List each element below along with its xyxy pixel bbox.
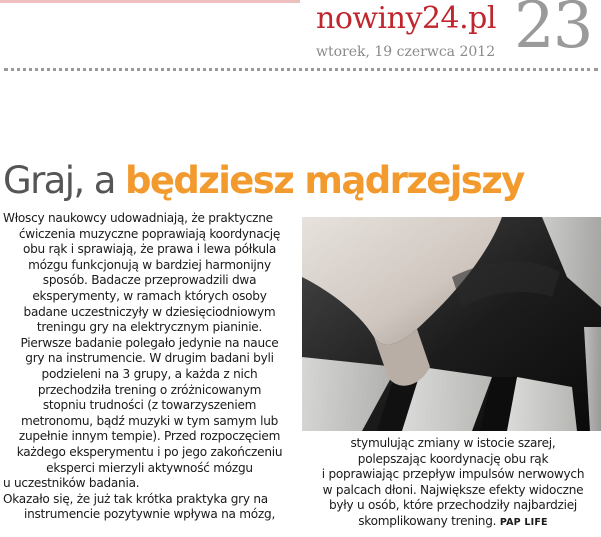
body-line: u uczestników badania. <box>3 476 140 491</box>
body-line: podzieleni na 3 grupy, a każda z nich <box>41 366 258 381</box>
body-line: mózgu funkcjonują w bardziej harmonijny <box>28 257 271 272</box>
body-line: stopniu trudności (z towarzyszeniem <box>42 398 257 413</box>
body-line: treningu gry na elektrycznym pianinie. <box>36 320 263 335</box>
article-body-left-column <box>3 211 296 523</box>
headline-part-2: będziesz mądrzejszy <box>125 159 524 202</box>
article-body-right-column <box>307 436 599 531</box>
body-line: sposób. Badacze przeprowadzili dwa <box>42 273 257 288</box>
body-line: eksperymenty, w ramach których osoby <box>32 288 267 303</box>
piano-keys-finger-illustration <box>302 217 601 431</box>
body-line-text: skomplikowany trening. <box>358 513 500 528</box>
body-line: eksperci mierzyli aktywność mózgu <box>46 460 253 475</box>
article-headline <box>3 156 524 206</box>
body-line: instrumencie pozytywnie wpływa na mózg, <box>23 507 276 522</box>
body-line: i poprawiając przepływ impulsów nerwowych <box>321 467 585 482</box>
body-line: stymulując zmiany w istocie szarej, <box>350 436 556 450</box>
body-line: przechodziła trening o zróżnicowanym <box>37 382 262 397</box>
body-line-last <box>307 514 599 531</box>
body-line: Okazało się, że już tak krótka praktyka gry na <box>3 491 268 506</box>
site-name[interactable]: nowiny24.pl <box>316 1 496 36</box>
body-line: gry na instrumencie. W drugim badani byli <box>25 351 274 366</box>
body-line: badane uczestniczyły w dziesięciodniowym <box>23 304 276 319</box>
body-line: metronomu, bądź muzyki w tym samym lub <box>20 413 279 428</box>
body-line: ćwiczenia muzyczne poprawiają koordynację <box>18 226 281 241</box>
piano-keys-photo <box>302 217 601 431</box>
body-line: polepszając koordynację obu rąk <box>357 451 549 466</box>
dotted-divider <box>4 68 598 71</box>
masthead-top-rule <box>0 0 300 3</box>
article-credit: PAP LIFE <box>499 516 548 528</box>
body-line: w palcach dłoni. Największe efekty widoczne <box>322 482 584 497</box>
headline-part-1: Graj, a <box>3 159 125 202</box>
body-line: były u osób, które przechodziły najbardziej <box>328 498 578 513</box>
body-line: Włoscy naukowcy udowadniają, że praktyczne <box>3 211 273 225</box>
issue-date: wtorek, 19 czerwca 2012 <box>316 44 496 60</box>
body-line: Pierwsze badanie polegało jedynie na nauce <box>20 335 279 350</box>
body-line: każdego eksperymentu i po jego zakończeniu <box>16 444 283 459</box>
page-number: 23 <box>514 0 592 63</box>
body-line: zupełnie innym tempie). Przed rozpoczęciem <box>18 429 281 444</box>
body-line: obu rąk i sprawiają, że prawa i lewa półkula <box>22 242 277 257</box>
